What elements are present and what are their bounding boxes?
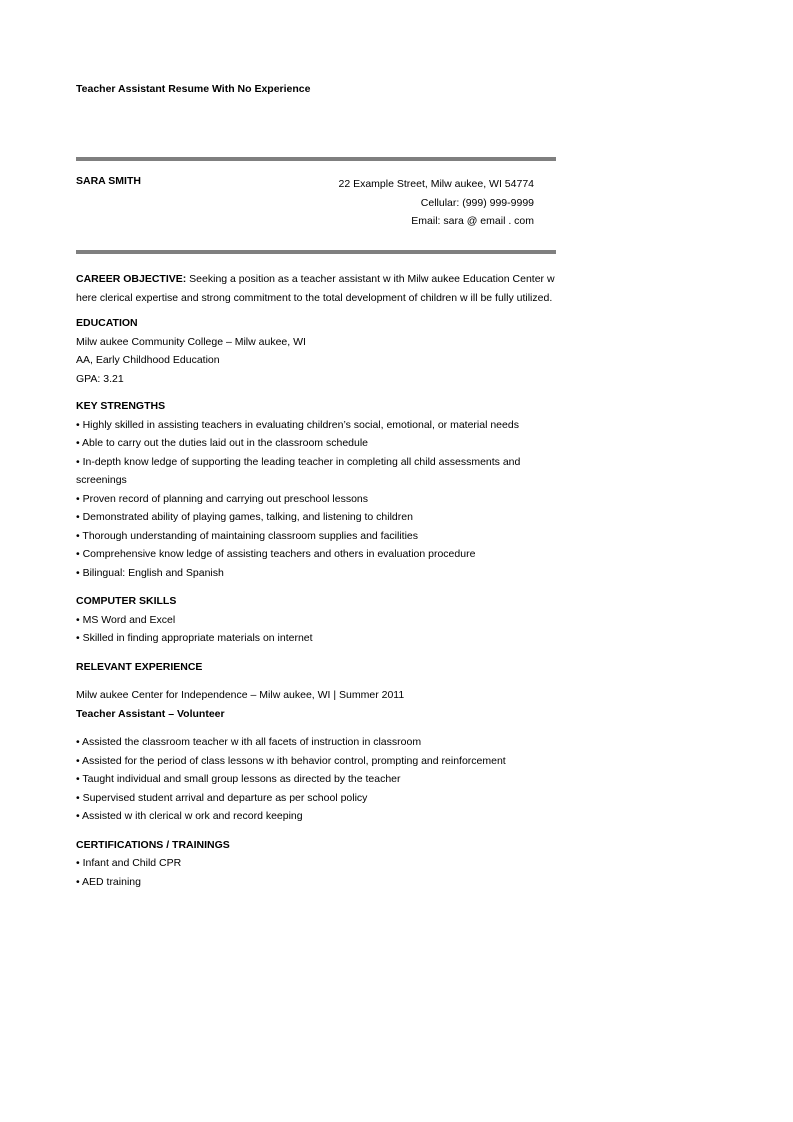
list-item: • Skilled in finding appropriate materials on internet xyxy=(76,632,313,644)
list-item: • Able to carry out the duties laid out in the classroom schedule xyxy=(76,437,369,449)
resume-body xyxy=(76,270,556,891)
computer-skills-heading: COMPUTER SKILLS xyxy=(76,595,177,607)
list-item: • MS Word and Excel xyxy=(76,613,176,626)
address-line: 22 Example Street, Milw aukee, WI 54774 xyxy=(338,178,534,190)
relevant-experience-heading: RELEVANT EXPERIENCE xyxy=(76,660,203,673)
list-item: • Thorough understanding of maintaining classroom supplies and facilities xyxy=(76,529,419,542)
list-item: • Comprehensive know ledge of assisting teachers and others in evaluation procedure xyxy=(76,548,476,560)
list-item: • Infant and Child CPR xyxy=(76,857,182,869)
list-item: • In-depth know ledge of supporting the leading teacher in completing all child assessments and screenings xyxy=(76,455,521,486)
list-item: • Highly skilled in assisting teachers in evaluating children’s social, emotional, or material needs xyxy=(76,418,519,431)
education-degree: AA, Early Childhood Education xyxy=(76,354,220,366)
document-title: Teacher Assistant Resume With No Experience xyxy=(76,83,311,95)
key-strengths-list xyxy=(76,416,556,583)
candidate-name: SARA SMITH xyxy=(76,175,141,187)
list-item: • Assisted w ith clerical w ork and record keeping xyxy=(76,810,303,822)
experience-employer: Milw aukee Center for Independence – Milw aukee, WI | Summer 2011 xyxy=(76,689,405,701)
list-item: • Assisted the classroom teacher w ith all facets of instruction in classroom xyxy=(76,736,422,748)
career-objective xyxy=(76,270,556,307)
list-item: • Demonstrated ability of playing games, talking, and listening to children xyxy=(76,511,413,523)
list-item: • Supervised student arrival and departure as per school policy xyxy=(76,791,368,804)
list-item: • Taught individual and small group lessons as directed by the teacher xyxy=(76,773,401,785)
list-item: • AED training xyxy=(76,875,141,888)
education-school: Milw aukee Community College – Milw aukee, WI xyxy=(76,335,306,348)
list-item: • Assisted for the period of class lessons w ith behavior control, prompting and reinforcement xyxy=(76,754,506,767)
header-bottom-divider xyxy=(76,250,556,254)
experience-job-title: Teacher Assistant – Volunteer xyxy=(76,707,225,720)
experience-duties-list xyxy=(76,733,556,826)
header-top-divider xyxy=(76,157,556,161)
education-gpa: GPA: 3.21 xyxy=(76,372,124,385)
list-item: • Proven record of planning and carrying out preschool lessons xyxy=(76,492,369,505)
email-line: Email: sara @ email . com xyxy=(411,215,534,227)
career-objective-label: CAREER OBJECTIVE: xyxy=(76,273,187,285)
computer-skills-list xyxy=(76,611,556,648)
education-heading: EDUCATION xyxy=(76,317,138,329)
phone-line: Cellular: (999) 999-9999 xyxy=(420,196,534,209)
career-objective-text: Seeking a position as a teacher assistant w ith Milw aukee Education Center w here clerical expertise and strong commitment to the total development of children w ill be fully utilized. xyxy=(76,273,555,304)
key-strengths-heading: KEY STRENGTHS xyxy=(76,400,166,412)
certifications-heading: CERTIFICATIONS / TRAININGS xyxy=(76,838,230,851)
certifications-list xyxy=(76,854,556,891)
contact-block xyxy=(338,175,534,231)
list-item: • Bilingual: English and Spanish xyxy=(76,566,224,579)
